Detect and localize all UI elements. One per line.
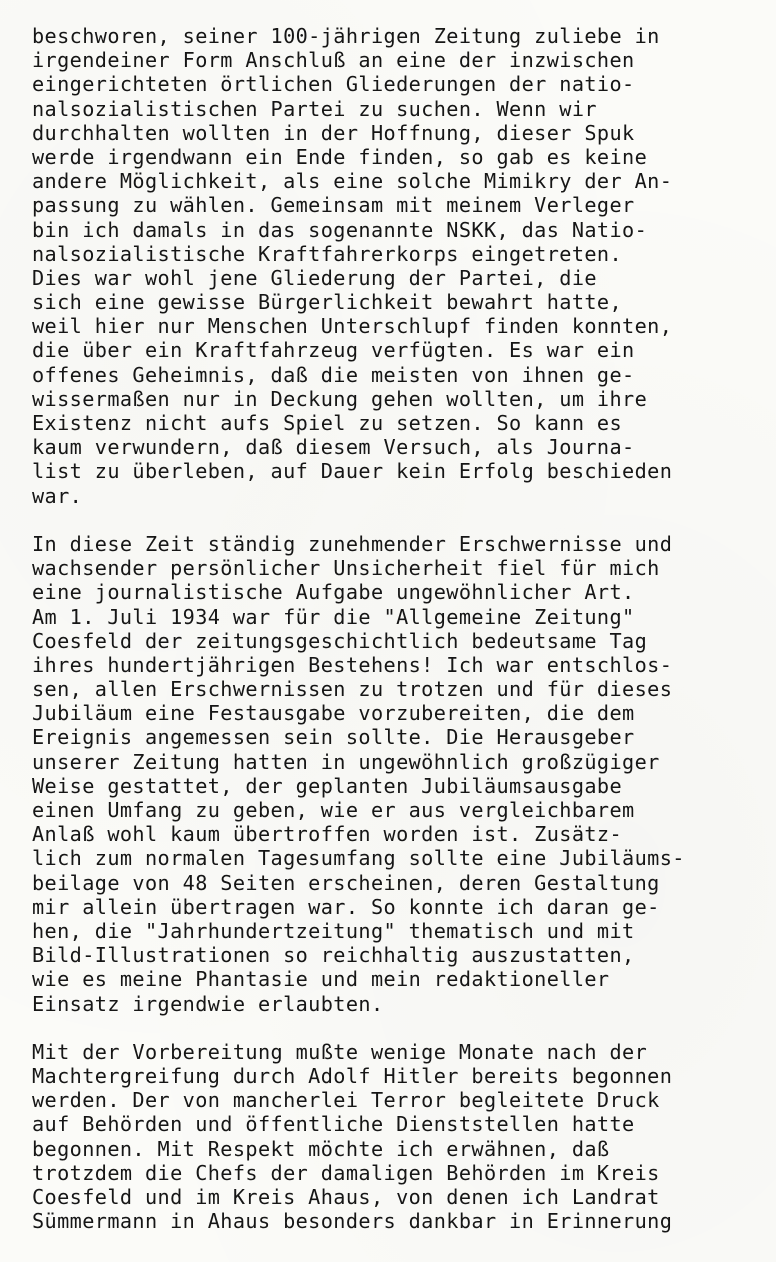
text-line: Dies war wohl jene Gliederung der Partei, die xyxy=(32,265,597,290)
text-line: kaum verwundern, daß diesem Versuch, als Journa- xyxy=(32,435,635,460)
paragraph-1 xyxy=(32,24,776,508)
text-line: Sümmermann in Ahaus besonders dankbar in Erinnerung xyxy=(32,1209,673,1234)
text-line: wissermaßen nur in Deckung gehen wollten, um ihre xyxy=(32,386,648,411)
text-line: nalsozialistische Kraftfahrerkorps eingetreten. xyxy=(32,241,623,266)
text-line: list zu überleben, auf Dauer kein Erfolg beschieden xyxy=(32,459,673,484)
text-line: Coesfeld der zeitungsgeschichtlich bedeutsame Tag xyxy=(32,628,648,653)
text-line: mir allein übertragen war. So konnte ich daran ge- xyxy=(32,894,660,919)
text-line: lich zum normalen Tagesumfang sollte eine Jubiläums- xyxy=(32,846,685,871)
text-line: unserer Zeitung hatten in ungewöhnlich großzügiger xyxy=(32,749,660,774)
text-line: nalsozialistischen Partei zu suchen. Wenn wir xyxy=(32,96,597,121)
text-line: irgendeiner Form Anschluß an eine der inzwischen xyxy=(32,48,635,73)
text-line: trotzdem die Chefs der damaligen Behörden im Kreis xyxy=(32,1160,660,1185)
text-line: Jubiläum eine Festausgabe vorzubereiten, die dem xyxy=(32,701,635,726)
paragraph-3 xyxy=(32,1040,776,1234)
text-line: Mit der Vorbereitung mußte wenige Monate nach der xyxy=(32,1039,648,1064)
text-line: werden. Der von mancherlei Terror begleitete Druck xyxy=(32,1088,660,1113)
text-line: begonnen. Mit Respekt möchte ich erwähnen, daß xyxy=(32,1136,610,1161)
text-line: war. xyxy=(32,483,83,508)
paragraph-2 xyxy=(32,532,776,1016)
text-line: Existenz nicht aufs Spiel zu setzen. So kann es xyxy=(32,411,623,435)
text-line: auf Behörden und öffentliche Dienststellen hatte xyxy=(32,1112,635,1137)
text-line: sen, allen Erschwernissen zu trotzen und für dieses xyxy=(32,677,673,702)
text-line: Machtergreifung durch Adolf Hitler bereits begonnen xyxy=(32,1064,673,1089)
text-line: Anlaß wohl kaum übertroffen worden ist. Zusätz- xyxy=(32,822,623,847)
typewritten-text xyxy=(32,24,776,1233)
text-line: hen, die "Jahrhundertzeitung" thematisch und mit xyxy=(32,918,635,943)
text-line: eingerichteten örtlichen Gliederungen der natio- xyxy=(32,72,635,97)
text-line: Bild-Illustrationen so reichhaltig auszustatten, xyxy=(32,943,635,968)
text-line: Am 1. Juli 1934 war für die "Allgemeine Zeitung" xyxy=(32,604,635,629)
text-line: Ereignis angemessen sein sollte. Die Herausgeber xyxy=(32,725,635,750)
paragraph-gap xyxy=(32,1016,776,1040)
text-line: beschworen, seiner 100-jährigen Zeitung zuliebe in xyxy=(32,24,660,48)
text-line: beilage von 48 Seiten erscheinen, deren Gestaltung xyxy=(32,870,660,895)
text-line: eine journalistische Aufgabe ungewöhnlicher Art. xyxy=(32,580,635,605)
text-line: bin ich damals in das sogenannte NSKK, das Natio- xyxy=(32,217,648,242)
text-line: offenes Geheimnis, daß die meisten von ihnen ge- xyxy=(32,362,635,387)
paragraph-gap xyxy=(32,508,776,532)
text-line: andere Möglichkeit, als eine solche Mimikry der An- xyxy=(32,169,673,194)
text-line: durchhalten wollten in der Hoffnung, dieser Spuk xyxy=(32,120,635,145)
text-line: Einsatz irgendwie erlaubten. xyxy=(32,991,384,1016)
text-line: Weise gestattet, der geplanten Jubiläumsausgabe xyxy=(32,773,623,798)
text-line: Coesfeld und im Kreis Ahaus, von denen ich Landrat xyxy=(32,1185,660,1209)
text-line: einen Umfang zu geben, wie er aus vergleichbarem xyxy=(32,798,635,822)
text-line: werde irgendwann ein Ende finden, so gab es keine xyxy=(32,144,648,169)
text-line: wachsender persönlicher Unsicherheit fiel für mich xyxy=(32,556,660,581)
text-line: In diese Zeit ständig zunehmender Erschwernisse und xyxy=(32,531,673,556)
text-line: wie es meine Phantasie und mein redaktioneller xyxy=(32,967,610,992)
text-line: die über ein Kraftfahrzeug verfügten. Es war ein xyxy=(32,338,635,363)
text-line: weil hier nur Menschen Unterschlupf finden konnten, xyxy=(32,314,673,339)
text-line: ihres hundertjährigen Bestehens! Ich war entschlos- xyxy=(32,652,673,677)
text-line: passung zu wählen. Gemeinsam mit meinem Verleger xyxy=(32,193,635,218)
text-line: sich eine gewisse Bürgerlichkeit bewahrt hatte, xyxy=(32,290,623,315)
